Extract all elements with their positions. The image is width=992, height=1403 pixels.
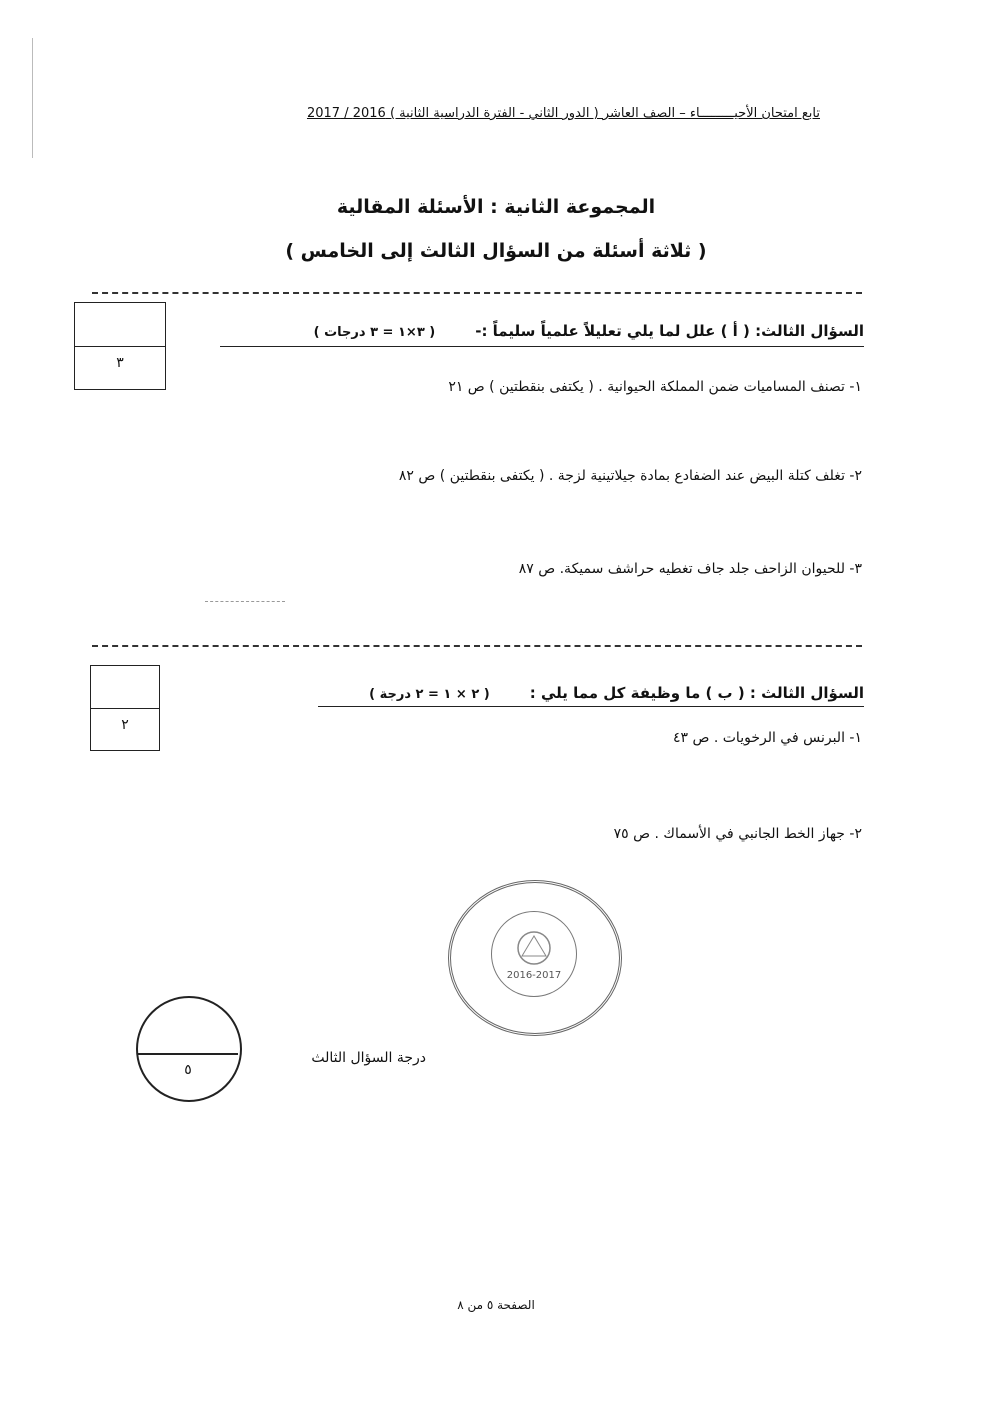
question-b-title: السؤال الثالث : ( ب ) ما وظيفة كل مما يلي : [529,684,864,702]
total-score-circle [136,996,242,1102]
scan-edge-mark [32,38,33,158]
page-number: الصفحة ٥ من ٨ [457,1298,535,1312]
question-b-heading [369,684,864,702]
score-box-a [74,302,166,390]
question-a-item-1: ١- تصنف المساميات ضمن المملكة الحيوانية . ( يكتفى بنقطتين ) ص ٢١ [448,379,862,395]
group-title: المجموعة الثانية : الأسئلة المقالية [336,196,656,218]
question-a-heading [314,322,864,340]
stamp-emblem [491,911,577,997]
section-divider [92,645,862,647]
question-b-underline [318,706,864,707]
score-box-b [90,665,160,751]
question-a-marks: ( ٣×١ = ٣ درجات ) [313,325,436,340]
score-b: ٢ [121,717,129,733]
question-a-item-2: ٢- تغلف كتلة البيض عند الضفادع بمادة جيلاتينية لزجة . ( يكتفى بنقطتين ) ص ٨٢ [398,468,862,484]
question-a-underline [220,346,864,347]
question-b-item-1: ١- البرنس في الرخويات . ص ٤٣ [672,730,862,746]
stamp-year: 2016-2017 [506,970,562,981]
question-a-item-3: ٣- للحيوان الزاحف جلد جاف تغطيه حراشف سميكة. ص ٨٧ [518,561,862,577]
total-score: ٥ [184,1062,192,1078]
score-a: ٣ [116,355,124,371]
exam-header: تابع امتحان الأحيـــــــــاء – الصف العاشر ( الدور الثاني - الفترة الدراسية الثانية ) 2016 / 2017 [306,106,820,121]
question-a-title: السؤال الثالث: ( أ ) علل لما يلي تعليلاً علمياً سليماً :- [475,322,864,340]
emblem-icon [492,912,576,996]
group-subtitle: ( ثلاثة أسئلة من السؤال الثالث إلى الخامس ) [285,240,707,262]
total-score-label: درجة السؤال الثالث [311,1050,426,1066]
question-b-marks: ( ٢ × ١ = ٢ درجة ) [369,687,490,702]
section-divider [92,292,862,294]
circle-divider [138,1053,238,1055]
question-b-item-2: ٢- جهاز الخط الجانبي في الأسماك . ص ٧٥ [613,826,862,842]
answer-line [205,601,285,602]
official-stamp [448,880,622,1036]
